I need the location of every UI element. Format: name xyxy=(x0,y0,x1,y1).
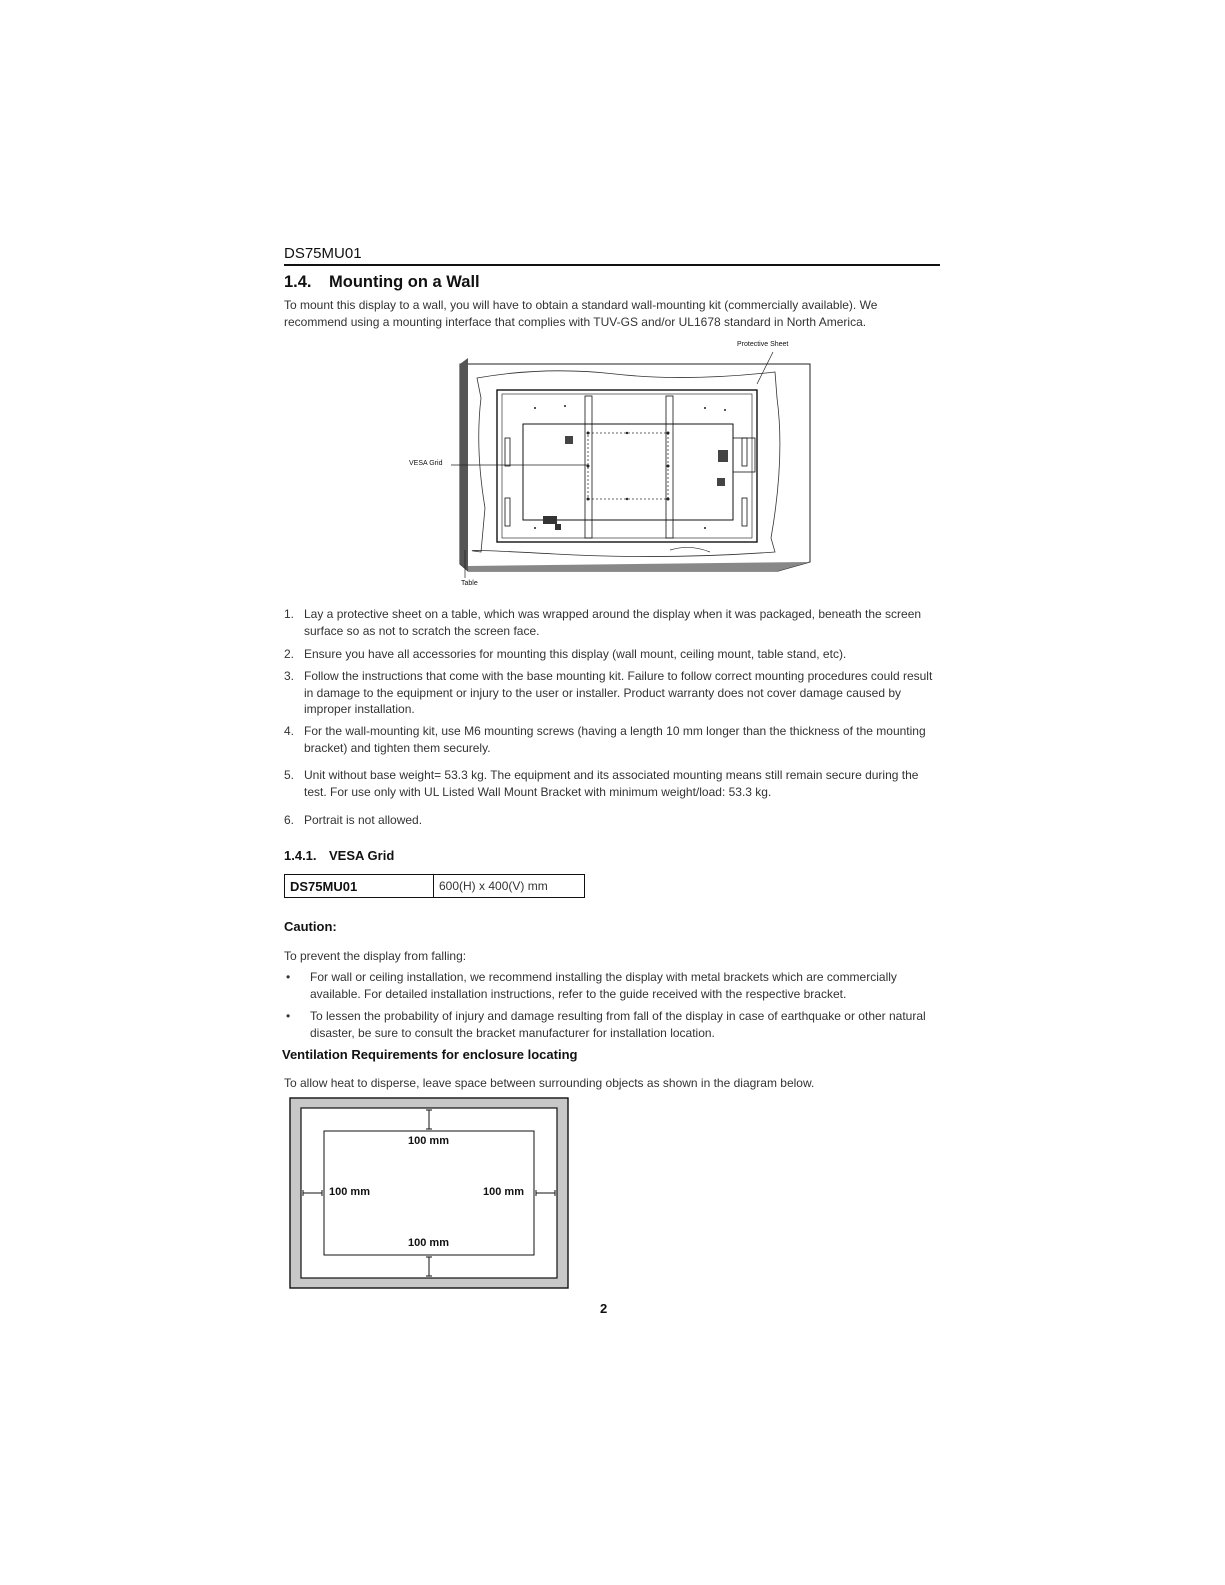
ventilation-heading: Ventilation Requirements for enclosure locating xyxy=(282,1047,578,1062)
step-number: 2. xyxy=(284,647,295,661)
clearance-right-label: 100 mm xyxy=(483,1186,524,1198)
step-number: 6. xyxy=(284,813,295,827)
wall-mount-illustration xyxy=(405,338,815,598)
intro-paragraph: To mount this display to a wall, you will have to obtain a standard wall-mounting kit (commercially available). We recommend using a mounting interface that complies with TUV-GS and/or UL1678 standard in North America. xyxy=(284,298,878,329)
vesa-grid-table xyxy=(284,874,585,898)
step-number: 1. xyxy=(284,607,295,621)
page-number: 2 xyxy=(600,1301,608,1316)
ventilation-diagram xyxy=(289,1097,571,1290)
wall-mount-figure xyxy=(405,338,815,598)
clearance-bottom-label: 100 mm xyxy=(408,1237,449,1249)
step-number: 3. xyxy=(284,669,295,683)
protective-sheet-label: Protective Sheet xyxy=(737,341,789,348)
ventilation-text: To allow heat to disperse, leave space between surrounding objects as shown in the diagram below. xyxy=(284,1076,815,1090)
step-text: Portrait is not allowed. xyxy=(304,813,423,827)
caution-intro: To prevent the display from falling: xyxy=(284,949,467,963)
vesa-value-cell: 600(H) x 400(V) mm xyxy=(434,875,585,898)
bullet-symbol: • xyxy=(286,970,291,984)
subsection-heading xyxy=(284,848,394,863)
section-number: 1.4. xyxy=(284,273,312,291)
step-number: 5. xyxy=(284,768,295,782)
table-row xyxy=(285,875,585,898)
header-rule xyxy=(284,264,940,266)
bullet-symbol: • xyxy=(286,1009,291,1023)
clearance-top-label: 100 mm xyxy=(408,1135,449,1147)
caution-heading: Caution: xyxy=(284,919,337,934)
vesa-model-cell: DS75MU01 xyxy=(285,875,434,898)
section-title: Mounting on a Wall xyxy=(329,273,480,291)
table-side-shade xyxy=(460,358,468,571)
subsection-title: VESA Grid xyxy=(329,848,395,863)
table-label: Table xyxy=(461,580,478,587)
section-heading xyxy=(284,273,480,292)
document-model-header: DS75MU01 xyxy=(284,245,362,262)
subsection-number: 1.4.1. xyxy=(284,848,317,863)
vesa-grid-label: VESA Grid xyxy=(409,460,443,467)
caution-bullet-text: For wall or ceiling installation, we recommend installing the display with metal brackets which are commercially available. For detailed installation instructions, refer to the guide received with the respective bracket. xyxy=(310,970,897,1001)
step-text: Follow the instructions that come with the base mounting kit. Failure to follow correct mounting procedures could result in damage to the equipment or injury to the user or installer. Product warranty does not cover damage caused by improper installation. xyxy=(304,669,933,716)
caution-bullet-text: To lessen the probability of injury and damage resulting from fall of the display in case of earthquake or other natural disaster, be sure to consult the bracket manufacturer for installation location. xyxy=(310,1009,926,1040)
step-number: 4. xyxy=(284,724,295,738)
clearance-left-label: 100 mm xyxy=(329,1186,370,1198)
step-text: Ensure you have all accessories for mounting this display (wall mount, ceiling mount, table stand, etc). xyxy=(304,647,847,661)
step-text: Lay a protective sheet on a table, which was wrapped around the display when it was packaged, beneath the screen surface so as not to scratch the screen face. xyxy=(304,607,922,638)
step-text: For the wall-mounting kit, use M6 mounting screws (having a length 10 mm longer than the thickness of the mounting bracket) and tighten them securely. xyxy=(304,724,926,755)
step-text: Unit without base weight= 53.3 kg. The equipment and its associated mounting means still remain secure during the test. For use only with UL Listed Wall Mount Bracket with minimum weight/load: 53.3 kg. xyxy=(304,768,919,799)
